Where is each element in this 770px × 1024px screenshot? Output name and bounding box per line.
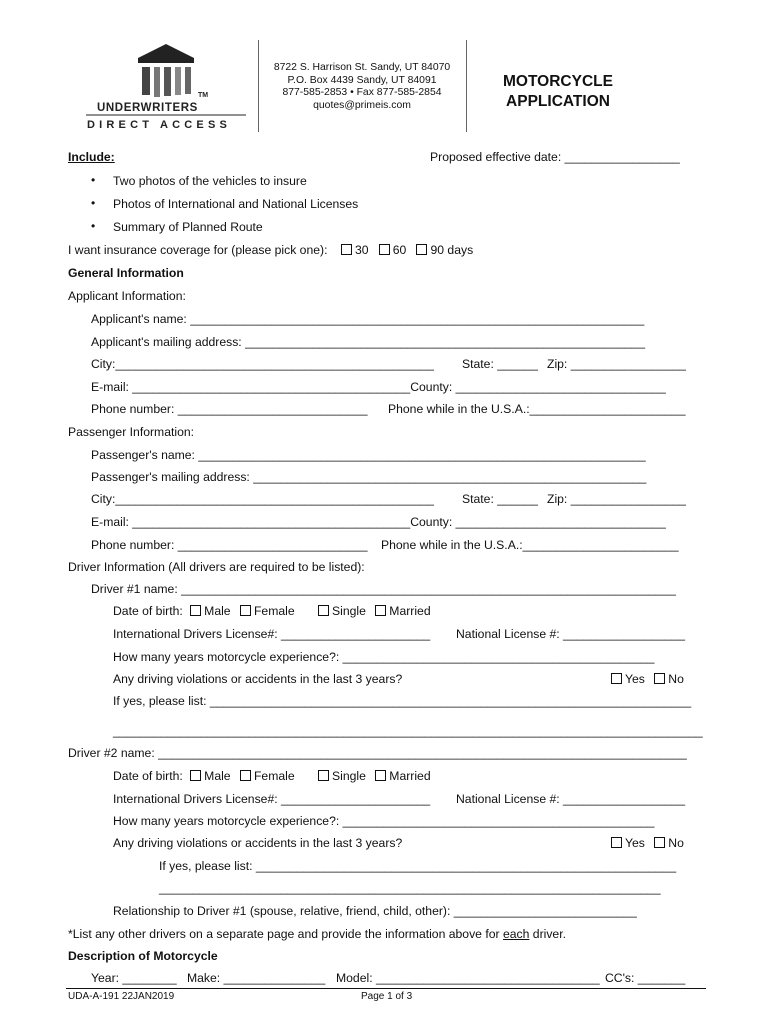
- driver1-yes-label: Yes: [625, 672, 645, 686]
- driver1-female-label: Female: [253, 604, 295, 618]
- motorcycle-description-heading: Description of Motorcycle: [68, 949, 218, 963]
- coverage-30-label: 30: [355, 243, 369, 257]
- footer-rule: [66, 988, 706, 989]
- driver2-violations-yes-checkbox[interactable]: [611, 837, 622, 848]
- driver2-national-license-field[interactable]: National License #: __________________: [456, 792, 686, 806]
- temple-logo-icon: [86, 40, 246, 132]
- driver1-married-label: Married: [389, 604, 431, 618]
- driver1-male-checkbox[interactable]: [190, 605, 201, 616]
- driver1-name-field[interactable]: Driver #1 name: _________________________________________________________________________: [91, 582, 676, 596]
- logo-trademark: TM: [198, 92, 209, 99]
- driver2-name-field[interactable]: Driver #2 name: ______________________________________________________________________________: [68, 746, 687, 760]
- driver1-violations-list-line2[interactable]: _______________________________________________________________________________________: [113, 724, 703, 738]
- driver1-single-label: Single: [332, 604, 366, 618]
- driver2-male-checkbox[interactable]: [190, 770, 201, 781]
- bullet-icon: •: [91, 173, 96, 187]
- driver1-no-label: No: [668, 672, 684, 686]
- header-divider-left: [258, 40, 259, 132]
- driver1-violations-yes-checkbox[interactable]: [611, 673, 622, 684]
- driver2-single-label: Single: [332, 769, 366, 783]
- logo-text-direct-access: DIRECT ACCESS: [87, 119, 232, 131]
- coverage-prompt: I want insurance coverage for (please pick one):: [68, 243, 328, 257]
- driver1-intl-license-field[interactable]: International Drivers License#: ______________________: [113, 627, 431, 641]
- driver-information-heading: Driver Information (All drivers are required to be listed):: [68, 560, 365, 574]
- passenger-zip-field[interactable]: Zip: _________________: [547, 492, 686, 506]
- driver2-married-label: Married: [389, 769, 431, 783]
- applicant-information-heading: Applicant Information:: [68, 289, 186, 303]
- driver1-violations-list-field[interactable]: If yes, please list: _______________________________________________________________________: [113, 694, 692, 708]
- page-number: Page 1 of 3: [361, 991, 413, 1002]
- driver1-national-license-field[interactable]: National License #: __________________: [456, 627, 686, 641]
- passenger-phone-field[interactable]: Phone number: ____________________________: [91, 538, 368, 552]
- bullet-icon: •: [91, 196, 96, 210]
- applicant-city-field[interactable]: City:_______________________________________________: [91, 357, 434, 371]
- header-divider-right: [466, 40, 467, 132]
- motorcycle-make-field[interactable]: Make: _______________: [187, 971, 326, 985]
- driver2-married-checkbox[interactable]: [375, 770, 386, 781]
- note-text-start: *List any other drivers on a separate page and provide the information above for: [68, 927, 503, 941]
- coverage-row: [68, 243, 473, 257]
- driver1-single-checkbox[interactable]: [318, 605, 329, 616]
- form-code: UDA-A-191 22JAN2019: [68, 991, 175, 1002]
- driver1-violations-options: [611, 672, 684, 686]
- coverage-90-label: 90 days: [430, 243, 474, 257]
- driver1-violations-question: Any driving violations or accidents in the last 3 years?: [113, 672, 403, 686]
- include-item-photos-vehicles: Two photos of the vehicles to insure: [113, 174, 307, 188]
- document-title: [478, 72, 638, 112]
- applicant-phone-usa-field[interactable]: Phone while in the U.S.A.:_______________________: [388, 402, 686, 416]
- include-item-route-summary: Summary of Planned Route: [113, 220, 263, 234]
- motorcycle-model-field[interactable]: Model: _________________________________: [336, 971, 600, 985]
- other-drivers-note: [68, 927, 566, 941]
- applicant-name-field[interactable]: Applicant's name: ___________________________________________________________________: [91, 312, 645, 326]
- driver1-married-checkbox[interactable]: [375, 605, 386, 616]
- coverage-60-checkbox[interactable]: [379, 244, 390, 255]
- driver2-female-checkbox[interactable]: [240, 770, 251, 781]
- driver2-female-label: Female: [253, 769, 295, 783]
- driver2-single-checkbox[interactable]: [318, 770, 329, 781]
- driver2-no-label: No: [668, 836, 684, 850]
- passenger-information-heading: Passenger Information:: [68, 425, 195, 439]
- driver1-dob-label: Date of birth:: [113, 604, 183, 618]
- driver1-dob-row: [113, 604, 431, 618]
- driver2-relationship-field[interactable]: Relationship to Driver #1 (spouse, relative, friend, child, other): ___________________________: [113, 904, 637, 918]
- note-text-emphasis: each: [502, 927, 530, 941]
- driver2-dob-row: [113, 769, 431, 783]
- driver2-violations-list-line2[interactable]: __________________________________________________________________________: [159, 881, 661, 895]
- driver2-violations-options: [611, 836, 684, 850]
- coverage-90-checkbox[interactable]: [416, 244, 427, 255]
- driver2-violations-question: Any driving violations or accidents in the last 3 years?: [113, 836, 403, 850]
- driver2-violations-list-field[interactable]: If yes, please list: ______________________________________________________________: [159, 859, 677, 873]
- passenger-state-field[interactable]: State: ______: [462, 492, 538, 506]
- address-line-2: P.O. Box 4439 Sandy, UT 84091: [287, 74, 437, 86]
- applicant-email-county-field[interactable]: E-mail: _________________________________________County: _______________________________: [91, 380, 666, 394]
- applicant-phone-field[interactable]: Phone number: ____________________________: [91, 402, 368, 416]
- driver1-experience-field[interactable]: How many years motorcycle experience?: ______________________________________________: [113, 650, 655, 664]
- passenger-name-field[interactable]: Passenger's name: __________________________________________________________________: [91, 448, 646, 462]
- driver2-male-label: Male: [204, 769, 231, 783]
- driver2-intl-license-field[interactable]: International Drivers License#: ______________________: [113, 792, 431, 806]
- passenger-city-field[interactable]: City:_______________________________________________: [91, 492, 434, 506]
- address-line-1: 8722 S. Harrison St. Sandy, UT 84070: [273, 62, 451, 73]
- title-line-1: MOTORCYCLE: [503, 73, 613, 90]
- driver2-experience-field[interactable]: How many years motorcycle experience?: ______________________________________________: [113, 814, 655, 828]
- address-email: quotes@primeis.com: [313, 99, 411, 111]
- driver1-male-label: Male: [204, 604, 231, 618]
- applicant-state-field[interactable]: State: ______: [462, 357, 538, 371]
- bullet-icon: •: [91, 219, 96, 233]
- logo-text-underwriters: UNDERWRITERS: [97, 102, 198, 114]
- address-phone-fax: 877-585-2853 • Fax 877-585-2854: [282, 87, 442, 99]
- driver1-female-checkbox[interactable]: [240, 605, 251, 616]
- driver2-yes-label: Yes: [625, 836, 645, 850]
- passenger-mailing-address-field[interactable]: Passenger's mailing address: __________________________________________________________: [91, 470, 647, 484]
- applicant-zip-field[interactable]: Zip: _________________: [547, 357, 686, 371]
- effective-date-field[interactable]: Proposed effective date: _________________: [430, 150, 680, 164]
- company-logo: [86, 40, 246, 132]
- coverage-30-checkbox[interactable]: [341, 244, 352, 255]
- motorcycle-year-field[interactable]: Year: ________: [91, 971, 177, 985]
- title-line-2: APPLICATION: [506, 93, 610, 110]
- driver2-violations-no-checkbox[interactable]: [654, 837, 665, 848]
- driver2-dob-label: Date of birth:: [113, 769, 183, 783]
- include-label: Include:: [68, 150, 115, 164]
- company-address: [262, 62, 462, 112]
- driver1-violations-no-checkbox[interactable]: [654, 673, 665, 684]
- motorcycle-ccs-field[interactable]: CC's: _______: [605, 971, 686, 985]
- general-information-heading: General Information: [68, 266, 184, 280]
- include-item-photos-licenses: Photos of International and National Licenses: [113, 197, 359, 211]
- coverage-60-label: 60: [392, 243, 407, 257]
- passenger-email-county-field[interactable]: E-mail: _________________________________________County: _______________________________: [91, 515, 666, 529]
- note-text-end: driver.: [529, 927, 566, 941]
- applicant-mailing-address-field[interactable]: Applicant's mailing address: ___________________________________________________________: [91, 335, 645, 349]
- passenger-phone-usa-field[interactable]: Phone while in the U.S.A.:_______________________: [381, 538, 679, 552]
